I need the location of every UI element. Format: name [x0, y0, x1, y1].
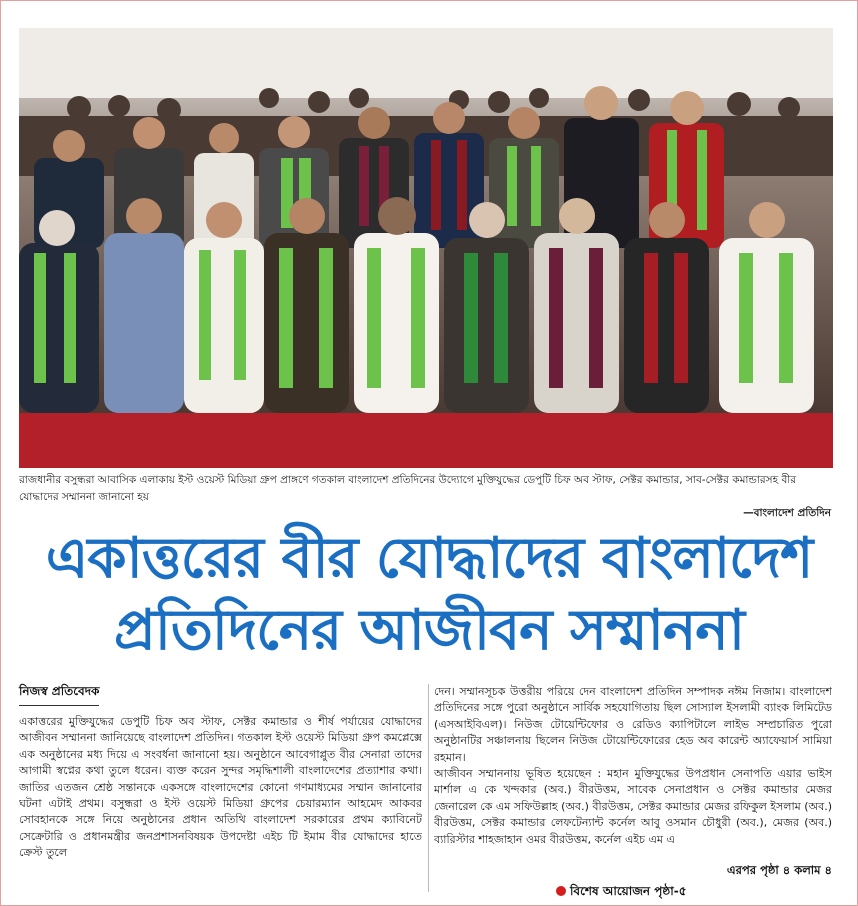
- column-divider: [428, 684, 429, 892]
- group-photo: [19, 28, 833, 468]
- red-dot-icon: [556, 886, 566, 896]
- article-column-left: [19, 714, 422, 892]
- group-photo-illustration: [19, 28, 833, 468]
- continued-jump: এরপর পৃষ্ঠা ৪ কলাম ৪: [726, 863, 832, 877]
- photo-credit: —বাংলাদেশ প্রতিদিন: [743, 507, 831, 519]
- photo-caption-text: রাজধানীর বসুন্ধরা আবাসিক এলাকায় ইস্ট ওয়েস্ট মিডিয়া গ্রুপ প্রাঙ্গণে গতকাল বাংলাদেশ প্রতিদিনের উদ্যোগে মুক্তিযুদ্ধের ডেপুটি চিফ অব স্টাফ, সেক্টর কমান্ডার, সাব-সেক্টর কমান্ডারসহ বীর যোদ্ধাদের সম্মাননা জানানো হয়: [19, 474, 797, 503]
- article-right-text-1: দেন। সম্মানসূচক উত্তরীয় পরিয়ে দেন বাংলাদেশ প্রতিদিন সম্পাদক নঈম নিজাম। বাংলাদেশ প্রতিদিনের সঙ্গে পুরো অনুষ্ঠানে সার্বিক সহযোগিতায় ছিল সোস্যাল ইসলামী ব্যাংক লিমিটেড (এসআইবিএল)। নিউজ টোয়েন্টিফোর ও রেডিও ক্যাপিটালে লাইভ সম্প্রচারিত পুরো অনুষ্ঠানটির সঞ্চালনায় ছিলেন নিউজ টোয়েন্টিফোরের হেড অব কারেন্ট অ্যাফেয়ার্স সামিয়া রহমান।: [434, 685, 832, 764]
- photo-caption: [19, 472, 831, 521]
- headline-line-2: প্রতিদিনের আজীবন সম্মাননা: [114, 598, 744, 663]
- headline: [8, 522, 850, 666]
- headline-line-1: একাত্তরের বীর যোদ্ধাদের বাংলাদেশ: [45, 526, 813, 591]
- byline: নিজস্ব প্রতিবেদক: [19, 683, 99, 706]
- article-column-right: [434, 684, 832, 876]
- special-note-text: বিশেষ আয়োজন পৃষ্ঠা-৫: [570, 884, 687, 898]
- article-right-text-2: আজীবন সম্মাননায় ভূষিত হয়েছেন : মহান মুক্তিযুদ্ধের উপপ্রধান সেনাপতি এয়ার ভাইস মার্শাল এ কে খন্দকার (অব.) বীরউত্তম, সাবেক সেনাপ্রধান ও সেক্টর কমান্ডার মেজর জেনারেল কে এম সফিউল্লাহ (অব.) বীরউত্তম, সেক্টর কমান্ডার মেজর রফিকুল ইসলাম (অব.) বীরউত্তম, সেক্টর কমান্ডার লেফটেন্যান্ট কর্নেল আবু ওসমান চৌধুরী (অব.), মেজর (অব.) ব্যারিস্টার শাহজাহান ওমর বীরউত্তম, কর্নেল এইচ এম এ: [434, 767, 832, 846]
- article-left-text: একাত্তরের মুক্তিযুদ্ধের ডেপুটি চিফ অব স্টাফ, সেক্টর কমান্ডার ও শীর্ষ পর্যায়ের যোদ্ধাদের আজীবন সম্মাননা জানিয়েছে বাংলাদেশ প্রতিদিন। গতকাল ইস্ট ওয়েস্ট মিডিয়া গ্রুপ কমপ্লেক্সে এক অনুষ্ঠানের মধ্য দিয়ে এ সংবর্ধনা জানানো হয়। অনুষ্ঠানে আবেগাপ্লুত বীর সেনারা তাদের আগামী স্বপ্নের কথা তুলে ধরেন। ব্যক্ত করেন সুন্দর সমৃদ্ধিশালী বাংলাদেশের প্রত্যাশার কথা। জাতির এতজন শ্রেষ্ঠ সন্তানকে একসঙ্গে বাংলাদেশের কোনো গণমাধ্যমের সম্মান জানানোর ঘটনা এটাই প্রথম। বসুন্ধরা ও ইস্ট ওয়েস্ট মিডিয়া গ্রুপের চেয়ারম্যান আহমেদ আকবর সোবহানকে সঙ্গে নিয়ে অনুষ্ঠানের প্রধান অতিথি বাংলাদেশ সরকারের প্রথম ক্যাবিনেট সেক্রেটারি ও প্রধানমন্ত্রীর জনপ্রশাসনবিষয়ক উপদেষ্টা এইচ টি ইমাম বীর যোদ্ধাদের হাতে ক্রেস্ট তুলে: [19, 715, 422, 860]
- special-note: [556, 883, 686, 903]
